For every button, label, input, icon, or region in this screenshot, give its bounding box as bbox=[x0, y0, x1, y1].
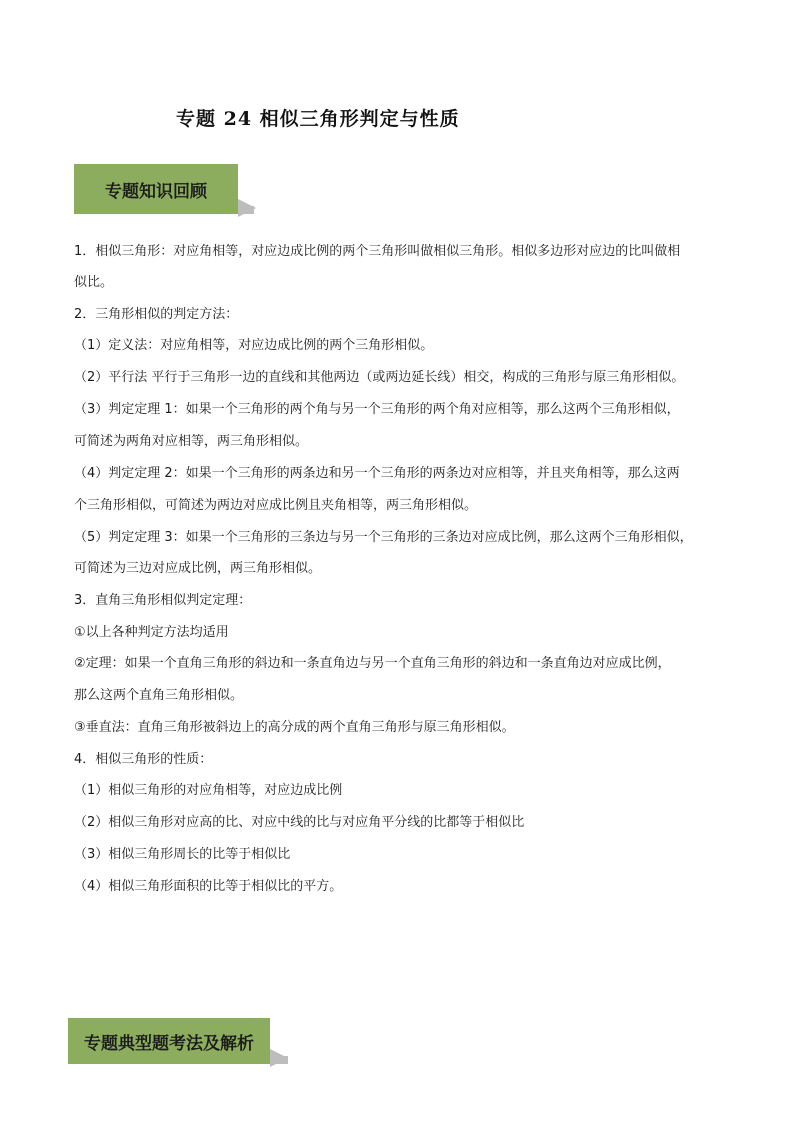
text-line: ③垂直法：直角三角形被斜边上的高分成的两个直角三角形与原三角形相似。 bbox=[74, 720, 515, 735]
text-line: （2）相似三角形对应高的比、对应中线的比与对应角平分线的比都等于相似比 bbox=[74, 815, 525, 830]
text-line: 2．三角形相似的判定方法： bbox=[74, 307, 239, 322]
text-line: 可简述为两角对应相等，两三角形相似。 bbox=[74, 434, 309, 449]
section-banner-examples: 专题典型题考法及解析 bbox=[68, 1018, 270, 1064]
text-line: （4）判定定理 2：如果一个三角形的两条边和另一个三角形的两条边对应相等，并且夹角相等，那么这两 bbox=[74, 466, 680, 481]
page-title: 专题 24 相似三角形判定与性质 bbox=[176, 108, 460, 130]
text-line: （5）判定定理 3：如果一个三角形的三条边与另一个三角形的三条边对应成比例，那么这两个三角形相似， bbox=[74, 530, 693, 545]
text-line: 似比。 bbox=[74, 275, 114, 290]
text-line: ②定理：如果一个直角三角形的斜边和一条直角边与另一个直角三角形的斜边和一条直角边对应成比例， bbox=[74, 656, 671, 671]
text-line: 可简述为三边对应成比例，两三角形相似。 bbox=[74, 561, 322, 576]
text-line: （3）判定定理 1：如果一个三角形的两个角与另一个三角形的两个角对应相等，那么这两个三角形相似， bbox=[74, 402, 680, 417]
banner-shadow-tip bbox=[270, 1049, 288, 1067]
text-line: （4）相似三角形面积的比等于相似比的平方。 bbox=[74, 879, 343, 894]
examples-banner-wrap bbox=[68, 1018, 298, 1070]
text-line: 那么这两个直角三角形相似。 bbox=[74, 688, 244, 703]
text-line: （1）相似三角形的对应角相等，对应边成比例 bbox=[74, 783, 343, 798]
text-line: （1）定义法：对应角相等，对应边成比例的两个三角形相似。 bbox=[74, 338, 434, 353]
text-line: 3．直角三角形相似判定定理： bbox=[74, 593, 252, 608]
text-line: ①以上各种判定方法均适用 bbox=[74, 625, 229, 640]
banner-shadow-tip bbox=[238, 199, 256, 217]
text-line: 个三角形相似，可简述为两边对应成比例且夹角相等，两三角形相似。 bbox=[74, 498, 478, 513]
text-line: （3）相似三角形周长的比等于相似比 bbox=[74, 847, 291, 862]
review-banner-wrap bbox=[74, 164, 264, 220]
section-banner-review: 专题知识回顾 bbox=[74, 164, 238, 214]
text-line: 1．相似三角形：对应角相等，对应边成比例的两个三角形叫做相似三角形。相似多边形对应边的比叫做相 bbox=[74, 244, 681, 259]
text-line: （2）平行法 平行于三角形一边的直线和其他两边（或两边延长线）相交，构成的三角形与原三角形相似。 bbox=[74, 370, 685, 385]
text-line: 4．相似三角形的性质： bbox=[74, 752, 213, 767]
